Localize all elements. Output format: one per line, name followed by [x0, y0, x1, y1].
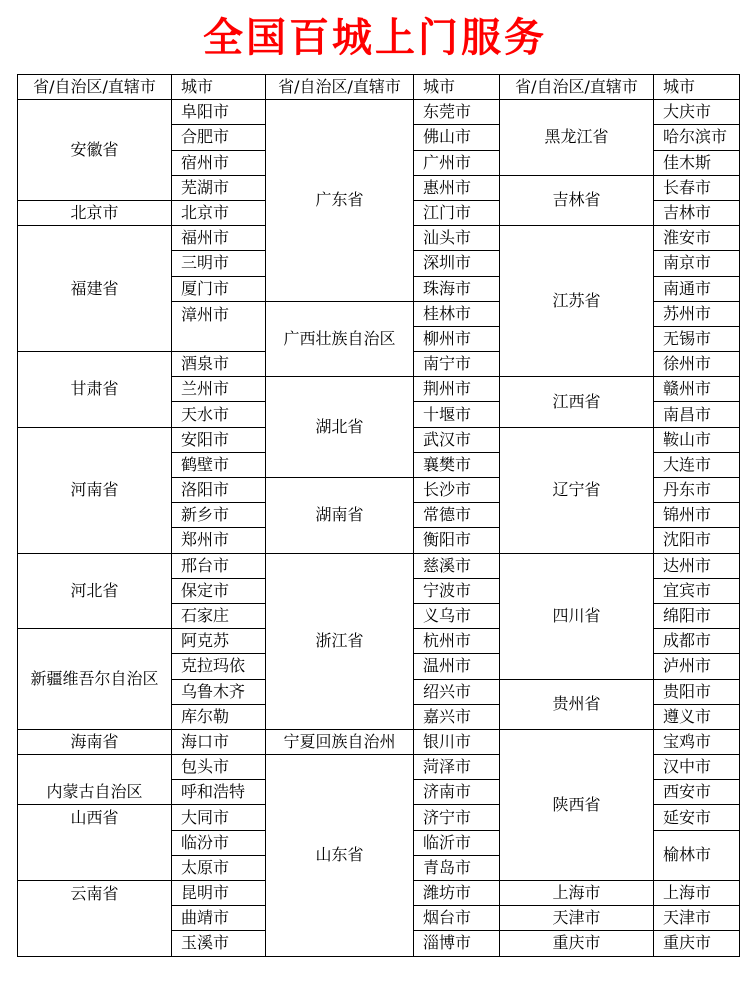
city-cell: 十堰市	[414, 402, 500, 427]
city-cell: 郑州市	[172, 528, 266, 553]
province-cell: 江西省	[500, 377, 654, 427]
city-cell: 北京市	[172, 200, 266, 225]
province-cell: 广东省	[266, 100, 414, 302]
city-cell: 常德市	[414, 503, 500, 528]
city-cell: 衡阳市	[414, 528, 500, 553]
city-cell: 达州市	[654, 553, 740, 578]
province-header: 省/自治区/直辖市	[500, 75, 654, 100]
city-cell: 绍兴市	[414, 679, 500, 704]
province-cell: 贵州省	[500, 679, 654, 729]
province-cell: 海南省	[18, 729, 172, 754]
province-cell: 宁夏回族自治州	[266, 729, 414, 754]
province-cell: 浙江省	[266, 553, 414, 729]
province-cell: 山西省	[18, 805, 172, 881]
province-cell: 江苏省	[500, 226, 654, 377]
city-cell: 桂林市	[414, 301, 500, 326]
city-cell: 鹤壁市	[172, 452, 266, 477]
city-cell: 无锡市	[654, 326, 740, 351]
city-cell: 曲靖市	[172, 906, 266, 931]
page-title: 全国百城上门服务	[203, 14, 547, 61]
table-row	[18, 553, 740, 578]
province-cell: 内蒙古自治区	[18, 755, 172, 805]
province-header: 省/自治区/直辖市	[266, 75, 414, 100]
city-cell: 成都市	[654, 629, 740, 654]
city-cell: 福州市	[172, 226, 266, 251]
city-cell: 宿州市	[172, 150, 266, 175]
table-row	[18, 100, 740, 125]
province-cell: 上海市	[500, 881, 654, 906]
city-cell: 沈阳市	[654, 528, 740, 553]
city-cell: 鞍山市	[654, 427, 740, 452]
city-cell: 嘉兴市	[414, 704, 500, 729]
province-cell: 新疆维吾尔自治区	[18, 629, 172, 730]
city-cell: 淄博市	[414, 931, 500, 956]
province-cell: 黑龙江省	[500, 100, 654, 176]
city-cell: 广州市	[414, 150, 500, 175]
city-cell: 宁波市	[414, 578, 500, 603]
province-cell: 安徽省	[18, 100, 172, 201]
province-cell: 吉林省	[500, 175, 654, 225]
city-cell: 江门市	[414, 200, 500, 225]
city-cell: 新乡市	[172, 503, 266, 528]
city-cell: 上海市	[654, 881, 740, 906]
province-cell: 天津市	[500, 906, 654, 931]
province-header: 省/自治区/直辖市	[18, 75, 172, 100]
city-cell: 长沙市	[414, 478, 500, 503]
province-cell: 河南省	[18, 427, 172, 553]
city-cell: 榆林市	[654, 830, 740, 880]
province-cell: 湖北省	[266, 377, 414, 478]
city-cell: 吉林市	[654, 200, 740, 225]
city-cell: 漳州市	[172, 301, 266, 351]
city-service-table	[17, 74, 740, 957]
city-cell: 贵阳市	[654, 679, 740, 704]
city-cell: 大庆市	[654, 100, 740, 125]
city-cell: 临沂市	[414, 830, 500, 855]
city-cell: 石家庄	[172, 603, 266, 628]
city-cell: 大同市	[172, 805, 266, 830]
province-cell: 甘肃省	[18, 352, 172, 428]
city-cell: 义乌市	[414, 603, 500, 628]
city-cell: 临汾市	[172, 830, 266, 855]
city-cell: 太原市	[172, 855, 266, 880]
city-cell: 菏泽市	[414, 755, 500, 780]
city-cell: 酒泉市	[172, 352, 266, 377]
city-cell: 深圳市	[414, 251, 500, 276]
city-cell: 徐州市	[654, 352, 740, 377]
city-cell: 遵义市	[654, 704, 740, 729]
city-cell: 南宁市	[414, 352, 500, 377]
city-cell: 三明市	[172, 251, 266, 276]
city-cell: 大连市	[654, 452, 740, 477]
city-cell: 绵阳市	[654, 603, 740, 628]
province-cell: 辽宁省	[500, 427, 654, 553]
province-cell: 河北省	[18, 553, 172, 629]
city-cell: 烟台市	[414, 906, 500, 931]
city-cell: 昆明市	[172, 881, 266, 906]
city-cell: 洛阳市	[172, 478, 266, 503]
table-header-row	[18, 75, 740, 100]
city-cell: 佛山市	[414, 125, 500, 150]
city-cell: 合肥市	[172, 125, 266, 150]
city-cell: 襄樊市	[414, 452, 500, 477]
city-cell: 珠海市	[414, 276, 500, 301]
city-cell: 阿克苏	[172, 629, 266, 654]
city-cell: 南昌市	[654, 402, 740, 427]
city-cell: 银川市	[414, 729, 500, 754]
city-cell: 锦州市	[654, 503, 740, 528]
city-cell: 天津市	[654, 906, 740, 931]
city-cell: 淮安市	[654, 226, 740, 251]
city-cell: 佳木斯	[654, 150, 740, 175]
city-cell: 惠州市	[414, 175, 500, 200]
city-cell: 济南市	[414, 780, 500, 805]
province-cell: 北京市	[18, 200, 172, 225]
city-cell: 汕头市	[414, 226, 500, 251]
city-cell: 呼和浩特	[172, 780, 266, 805]
province-cell: 山东省	[266, 755, 414, 957]
city-cell: 苏州市	[654, 301, 740, 326]
city-cell: 汉中市	[654, 755, 740, 780]
city-cell: 济宁市	[414, 805, 500, 830]
city-cell: 丹东市	[654, 478, 740, 503]
city-cell: 安阳市	[172, 427, 266, 452]
province-cell: 云南省	[18, 881, 172, 957]
city-cell: 包头市	[172, 755, 266, 780]
city-cell: 泸州市	[654, 654, 740, 679]
city-cell: 南京市	[654, 251, 740, 276]
city-cell: 哈尔滨市	[654, 125, 740, 150]
city-cell: 南通市	[654, 276, 740, 301]
province-cell: 陕西省	[500, 729, 654, 880]
city-cell: 柳州市	[414, 326, 500, 351]
city-cell: 荆州市	[414, 377, 500, 402]
city-header: 城市	[414, 75, 500, 100]
city-cell: 东莞市	[414, 100, 500, 125]
city-cell: 天水市	[172, 402, 266, 427]
city-cell: 长春市	[654, 175, 740, 200]
city-cell: 重庆市	[654, 931, 740, 956]
city-cell: 潍坊市	[414, 881, 500, 906]
city-cell: 库尔勒	[172, 704, 266, 729]
city-cell: 保定市	[172, 578, 266, 603]
city-cell: 宝鸡市	[654, 729, 740, 754]
city-cell: 温州市	[414, 654, 500, 679]
city-cell: 乌鲁木齐	[172, 679, 266, 704]
city-cell: 赣州市	[654, 377, 740, 402]
city-cell: 克拉玛依	[172, 654, 266, 679]
city-header: 城市	[654, 75, 740, 100]
city-cell: 慈溪市	[414, 553, 500, 578]
city-cell: 青岛市	[414, 855, 500, 880]
province-cell: 重庆市	[500, 931, 654, 956]
city-cell: 玉溪市	[172, 931, 266, 956]
city-cell: 宜宾市	[654, 578, 740, 603]
province-cell: 四川省	[500, 553, 654, 679]
province-cell: 福建省	[18, 226, 172, 352]
city-header: 城市	[172, 75, 266, 100]
city-cell: 厦门市	[172, 276, 266, 301]
city-cell: 芜湖市	[172, 175, 266, 200]
city-cell: 武汉市	[414, 427, 500, 452]
city-cell: 海口市	[172, 729, 266, 754]
city-cell: 杭州市	[414, 629, 500, 654]
city-cell: 延安市	[654, 805, 740, 830]
city-cell: 兰州市	[172, 377, 266, 402]
province-cell: 湖南省	[266, 478, 414, 554]
province-cell: 广西壮族自治区	[266, 301, 414, 377]
table-row	[18, 729, 740, 754]
city-cell: 邢台市	[172, 553, 266, 578]
city-cell: 西安市	[654, 780, 740, 805]
city-cell: 阜阳市	[172, 100, 266, 125]
